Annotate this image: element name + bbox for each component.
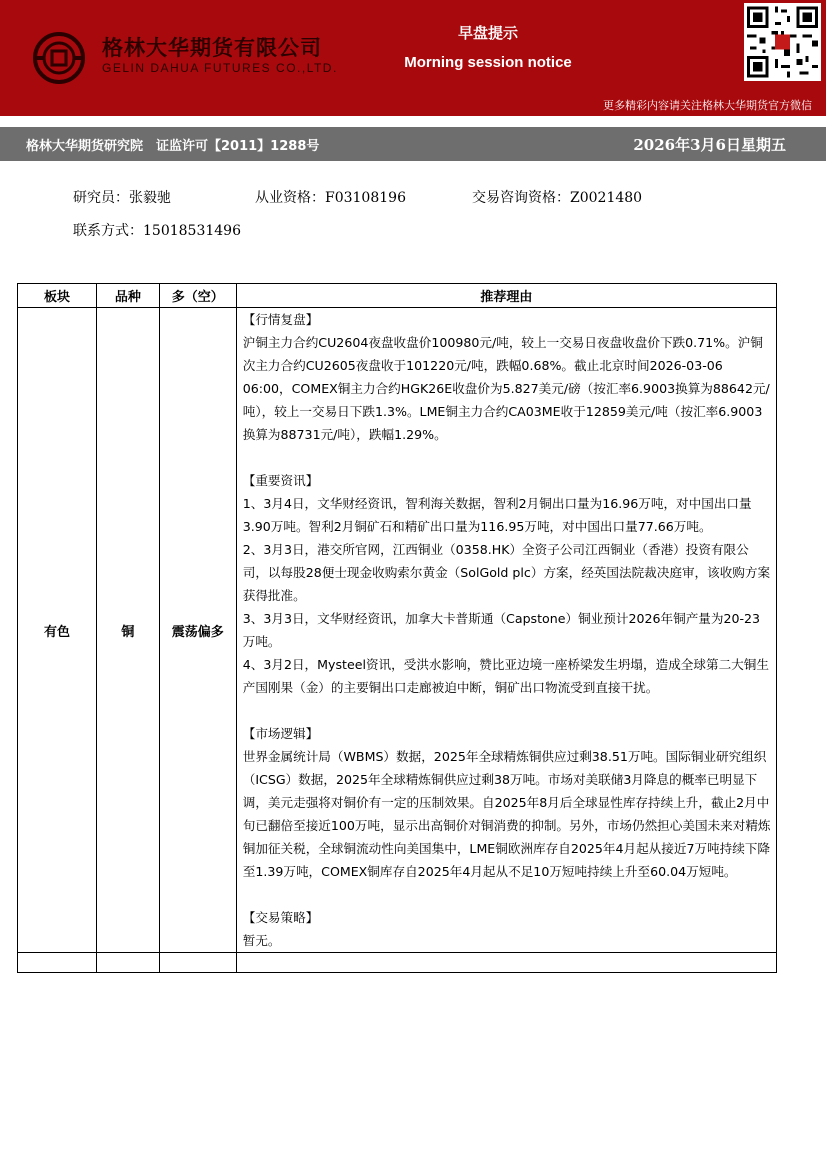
news-item: 1、3月4日，文华财经资讯，智利海关数据，智利2月铜出口量为16.96万吨，对中国出口量3.90万吨。智利2月铜矿石和精矿出口量为116.95万吨，对中国出口量77.66万吨。 <box>242 496 752 534</box>
table-row-empty <box>18 953 777 973</box>
analyst-qualification: 从业资格：F03108196 <box>255 190 406 206</box>
cell-direction: 震荡偏多 <box>159 308 236 953</box>
section-title-news: 【重要资讯】 <box>242 473 319 488</box>
brand-name-en: GELIN DAHUA FUTURES CO.,LTD. <box>102 61 338 75</box>
report-title-cn: 早盘提示 <box>457 24 518 42</box>
analyst-contact: 联系方式：15018531496 <box>73 223 241 239</box>
header-separator <box>0 116 826 127</box>
header-direction: 多（空） <box>159 284 236 308</box>
empty-cell <box>159 953 236 973</box>
cell-sector: 有色 <box>18 308 97 953</box>
header-reason: 推荐理由 <box>236 284 776 308</box>
market-review-text: 沪铜主力合约CU2604夜盘收盘价100980元/吨，较上一交易日夜盘收盘价下跌0.71%。沪铜次主力合约CU2605夜盘收于101220元/吨，跌幅0.68%。截止北京时间2026-03-06 06:00，COMEX铜主力合约HGK26E收盘价为5.827美元/磅（按汇率6.9003换算为88642元/吨），较上一交易日下跌1.3%。LME铜主力合约CA03ME收于12859美元/吨（按汇率6.9003换算为88731元/吨），跌幅1.29%。 <box>242 335 770 442</box>
market-logic-text: 世界金属统计局（WBMS）数据，2025年全球精炼铜供应过剩38.51万吨。国际铜业研究组织（ICSG）数据，2025年全球精炼铜供应过剩38万吨。市场对美联储3月降息的概率已明显下调，美元走强将对铜价有一定的压制效果。自2025年8月后全球显性库存持续上升，截止2月中旬已翻倍至接近100万吨，显示出高铜价对铜消费的抑制。另外，市场仍然担心美国未来对精炼铜加征关税，全球铜流动性向美国集中，LME铜欧洲库存自2025年4月起从接近7万吨持续下降至1.39万吨，COMEX铜库存自2025年4月起从不足10万短吨持续上升至60.04万短吨。 <box>242 749 771 879</box>
recommendation-table <box>17 283 777 973</box>
news-item: 4、3月2日，Mysteel资讯，受洪水影响，赞比亚边境一座桥梁发生坍塌，造成全球第二大铜生产国刚果（金）的主要铜出口走廊被迫中断，铜矿出口物流受到直接干扰。 <box>242 657 769 695</box>
table-row <box>18 308 777 953</box>
empty-cell <box>96 953 159 973</box>
wechat-follow-note: 更多精彩内容请关注格林大华期货官方微信 <box>603 99 812 112</box>
report-title-en: Morning session notice <box>404 54 572 71</box>
section-title-strategy: 【交易策略】 <box>242 910 319 925</box>
strategy-text: 暂无。 <box>242 933 281 948</box>
section-title-market-review: 【行情复盘】 <box>242 312 319 327</box>
header-variety: 品种 <box>96 284 159 308</box>
report-date: 2026年3月6日星期五 <box>633 136 786 154</box>
empty-cell <box>236 953 776 973</box>
section-title-market-logic: 【市场逻辑】 <box>242 726 319 741</box>
analyst-name: 研究员：张毅驰 <box>73 190 171 206</box>
news-item: 3、3月3日，文华财经资讯，加拿大卡普斯通（Capstone）铜业预计2026年铜产量为20-23万吨。 <box>242 611 761 649</box>
cell-reason <box>236 308 776 953</box>
institute-license: 格林大华期货研究院 证监许可【2011】1288号 <box>26 139 320 154</box>
qr-code-icon[interactable] <box>744 3 821 81</box>
cell-variety: 铜 <box>96 308 159 953</box>
header-sector: 板块 <box>18 284 97 308</box>
brand-name-cn: 格林大华期货有限公司 <box>102 36 322 60</box>
news-item: 2、3月3日，港交所官网，江西铜业（0358.HK）全资子公司江西铜业（香港）投资有限公司，以每股28便士现金收购索尔黄金（SolGold plc）方案，经英国法院裁决庭审，该收购方案获得批准。 <box>242 542 771 603</box>
analyst-consult-license: 交易咨询资格：Z0021480 <box>472 190 643 206</box>
empty-cell <box>18 953 97 973</box>
table-header-row <box>18 284 777 308</box>
